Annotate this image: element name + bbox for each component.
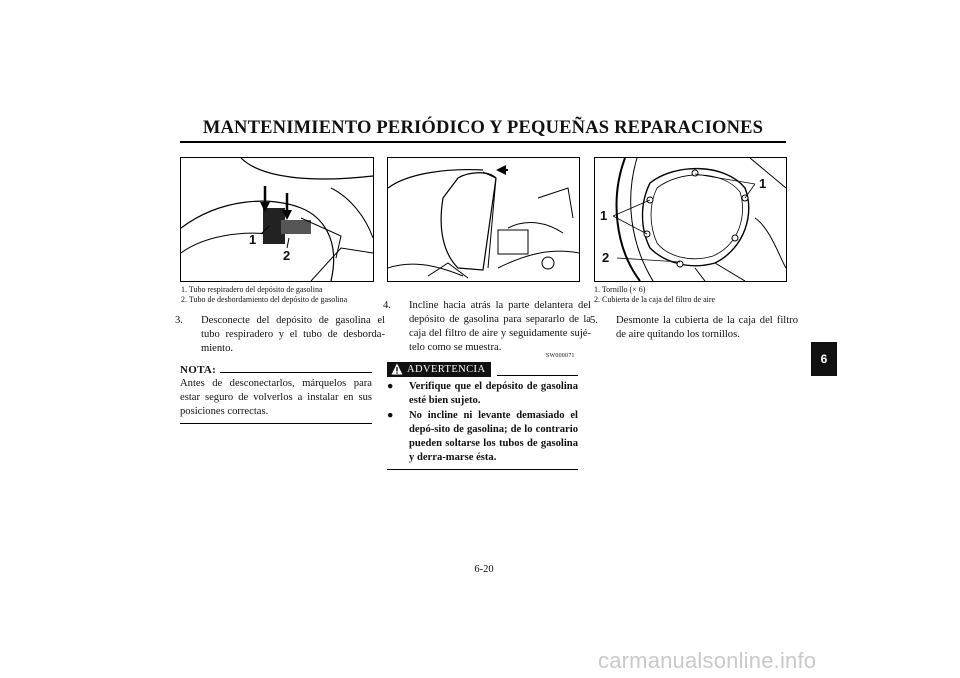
page-number: 6-20 — [474, 564, 494, 575]
warning-item — [387, 409, 578, 465]
header-rule — [180, 141, 786, 143]
nota-bottom-rule — [180, 423, 372, 424]
bullet-icon: ● — [387, 381, 394, 392]
figure-tank-tilted — [387, 157, 580, 282]
section-tab: 6 — [811, 342, 837, 376]
nota-text: Antes de desconectarlos, márquelos para estar seguro de volverlos a instalar en sus posiciones correctas. — [180, 378, 372, 417]
warning-block — [387, 362, 578, 470]
nota-block — [180, 364, 372, 424]
bullet-icon: ● — [387, 410, 394, 421]
warning-item-text: No incline ni levante demasiado el depó-sito de gasolina; de lo contrario pueden soltarse los tubos de gasolina y derra-marse ésta. — [409, 410, 578, 463]
figure-label-2: 2 — [283, 248, 291, 263]
step-text: Incline hacia atrás la parte delantera del depósito de gasolina para separarlo de la caja del filtro de aire y seguidamente sujé-telo como se muestra. — [409, 300, 591, 353]
figure-label-1-right: 1 — [759, 176, 767, 191]
figure-label-2: 2 — [602, 250, 610, 265]
caption-1: 1. Tubo respiradero del depósito de gasolina — [181, 285, 323, 294]
warning-item — [387, 380, 578, 408]
warning-triangle-icon — [391, 363, 403, 375]
step-text: Desmonte la cubierta de la caja del filtro de aire quitando los tornillos. — [616, 315, 798, 340]
step-3 — [175, 314, 385, 356]
warning-code: SW000071 — [546, 353, 575, 359]
step-number: 4. — [383, 300, 391, 311]
figure-label-1: 1 — [249, 232, 257, 247]
caption-2: 2. Cubierta de la caja del filtro de aire — [594, 295, 716, 304]
step-text: Desconecte del depósito de gasolina el tubo respiradero y el tubo de desborda-miento. — [201, 315, 385, 354]
figure-fuel-tank-hoses — [180, 157, 374, 282]
warning-label — [387, 362, 491, 377]
watermark: carmanualsonline.info — [598, 648, 817, 673]
caption-1: 1. Tornillo (× 6) — [594, 285, 646, 294]
warning-item-text: Verifique que el depósito de gasolina esté bien sujeto. — [409, 381, 578, 406]
figure-air-filter-cover — [594, 157, 787, 282]
figure-label-1-left: 1 — [600, 208, 608, 223]
warning-label-text: ADVERTENCIA — [407, 364, 486, 375]
step-number: 3. — [175, 315, 183, 326]
warning-title-rule — [497, 375, 578, 376]
step-4 — [383, 299, 591, 355]
nota-title: NOTA: — [180, 364, 217, 376]
nota-title-rule — [220, 372, 372, 373]
caption-2: 2. Tubo de desbordamiento del depósito de gasolina — [181, 295, 348, 304]
step-number: 5. — [590, 315, 598, 326]
warning-bottom-rule — [387, 469, 578, 470]
page-title: MANTENIMIENTO PERIÓDICO Y PEQUEÑAS REPARACIONES — [202, 118, 764, 138]
step-5 — [590, 314, 798, 342]
